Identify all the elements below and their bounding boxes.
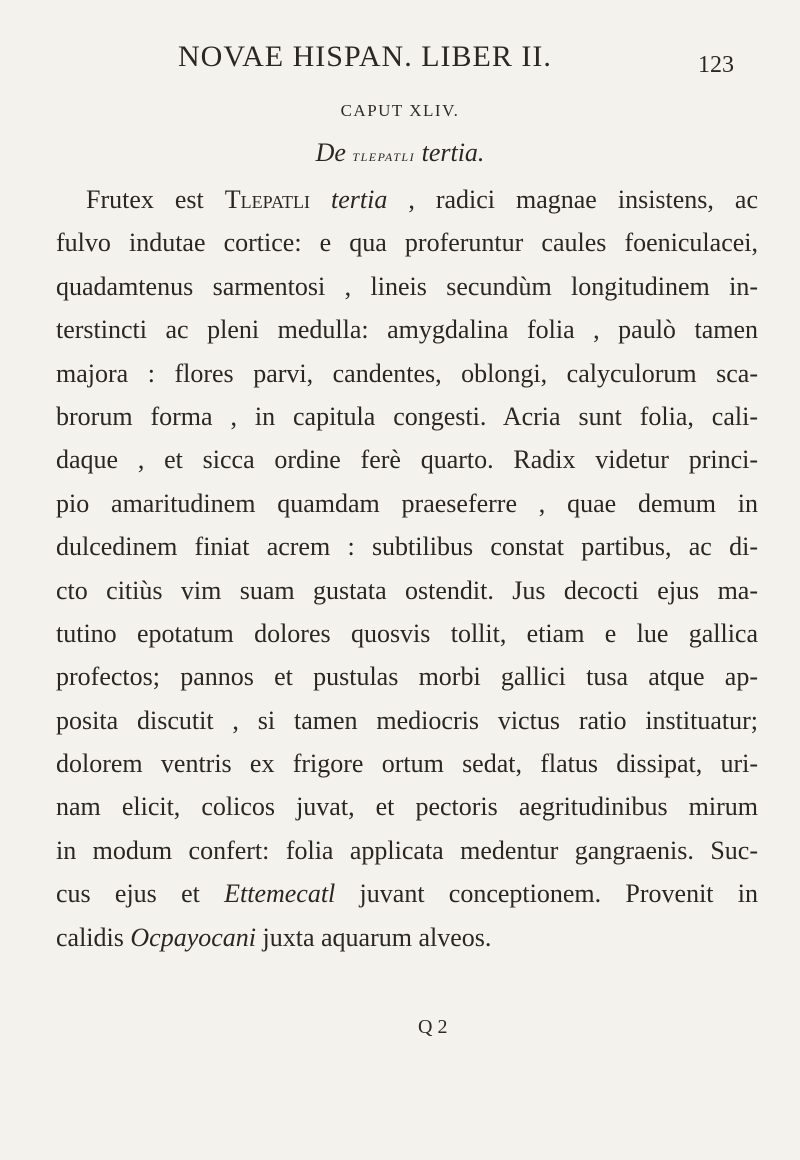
text-line xyxy=(56,525,758,568)
chapter-title-prefix: De xyxy=(315,138,346,167)
signature-mark: Q 2 xyxy=(418,1016,448,1038)
text-line xyxy=(56,178,758,221)
text-segment: in modum confert: folia applicata medentur gangraenis. Suc- xyxy=(56,835,758,865)
emphasized-term: Tlepatli xyxy=(224,185,310,214)
text-segment: juxta aquarum alveos. xyxy=(256,922,492,952)
text-line xyxy=(56,785,758,828)
page-number: 123 xyxy=(698,52,734,78)
text-segment: dolorem ventris ex frigore ortum sedat, flatus dissipat, uri- xyxy=(56,749,758,779)
text-line xyxy=(56,221,758,264)
text-segment: posita discutit , si tamen mediocris victus ratio instituatur; xyxy=(56,705,758,735)
text-line xyxy=(56,352,758,395)
text-line xyxy=(56,308,758,351)
text-line xyxy=(56,829,758,872)
chapter-title-name: tlepatli xyxy=(352,146,416,165)
text-segment: cto citiùs vim suam gustata ostendit. Jus decocti ejus ma- xyxy=(56,575,758,605)
text-segment: , radici magnae insistens, ac xyxy=(387,185,758,214)
chapter-number: CAPUT XLIV. xyxy=(340,101,460,120)
text-segment: brorum forma , in capitula congesti. Acria sunt folia, cali- xyxy=(56,401,758,431)
emphasized-term: Ettemecatl xyxy=(224,879,336,909)
text-segment: juvant conceptionem. Provenit in xyxy=(335,879,758,909)
text-line xyxy=(56,482,758,525)
text-line xyxy=(56,742,758,785)
text-segment: quadamtenus sarmentosi , lineis secundùm longitudinem in- xyxy=(56,271,758,301)
text-segment: fulvo indutae cortice: e qua proferuntur caules foeniculacei, xyxy=(56,228,758,258)
running-head-title: NOVAE HISPAN. LIBER II. xyxy=(178,40,552,73)
text-segment: nam elicit, colicos juvat, et pectoris aegritudinibus mirum xyxy=(56,792,758,822)
text-line xyxy=(56,438,758,481)
emphasized-term: Ocpayocani xyxy=(130,922,256,952)
text-segment: cus ejus et xyxy=(56,879,225,909)
text-line xyxy=(56,655,758,698)
text-segment xyxy=(310,185,331,214)
text-segment: terstincti ac pleni medulla: amygdalina folia , paulò tamen xyxy=(56,315,758,345)
chapter-body-text xyxy=(56,178,758,959)
text-segment: profectos; pannos et pustulas morbi gallici tusa atque ap- xyxy=(56,662,758,692)
chapter-title xyxy=(0,138,800,168)
text-segment: tutino epotatum dolores quosvis tollit, etiam e lue gallica xyxy=(56,618,758,648)
text-line xyxy=(56,916,758,959)
text-segment: daque , et sicca ordine ferè quarto. Radix videtur princi- xyxy=(56,445,758,475)
text-line xyxy=(56,612,758,655)
text-line xyxy=(56,265,758,308)
text-line xyxy=(56,395,758,438)
emphasized-term: tertia xyxy=(330,185,388,214)
text-segment: pio amaritudinem quamdam praeseferre , quae demum in xyxy=(56,488,758,518)
text-line xyxy=(56,699,758,742)
text-segment: dulcedinem finiat acrem : subtilibus constat partibus, ac di- xyxy=(56,532,758,562)
text-line xyxy=(56,569,758,612)
text-segment: Frutex est xyxy=(86,185,225,214)
chapter-title-suffix: tertia. xyxy=(421,138,485,167)
text-segment: calidis xyxy=(56,922,131,952)
text-line xyxy=(56,872,758,915)
text-segment: majora : flores parvi, candentes, oblongi, calyculorum sca- xyxy=(56,358,758,388)
